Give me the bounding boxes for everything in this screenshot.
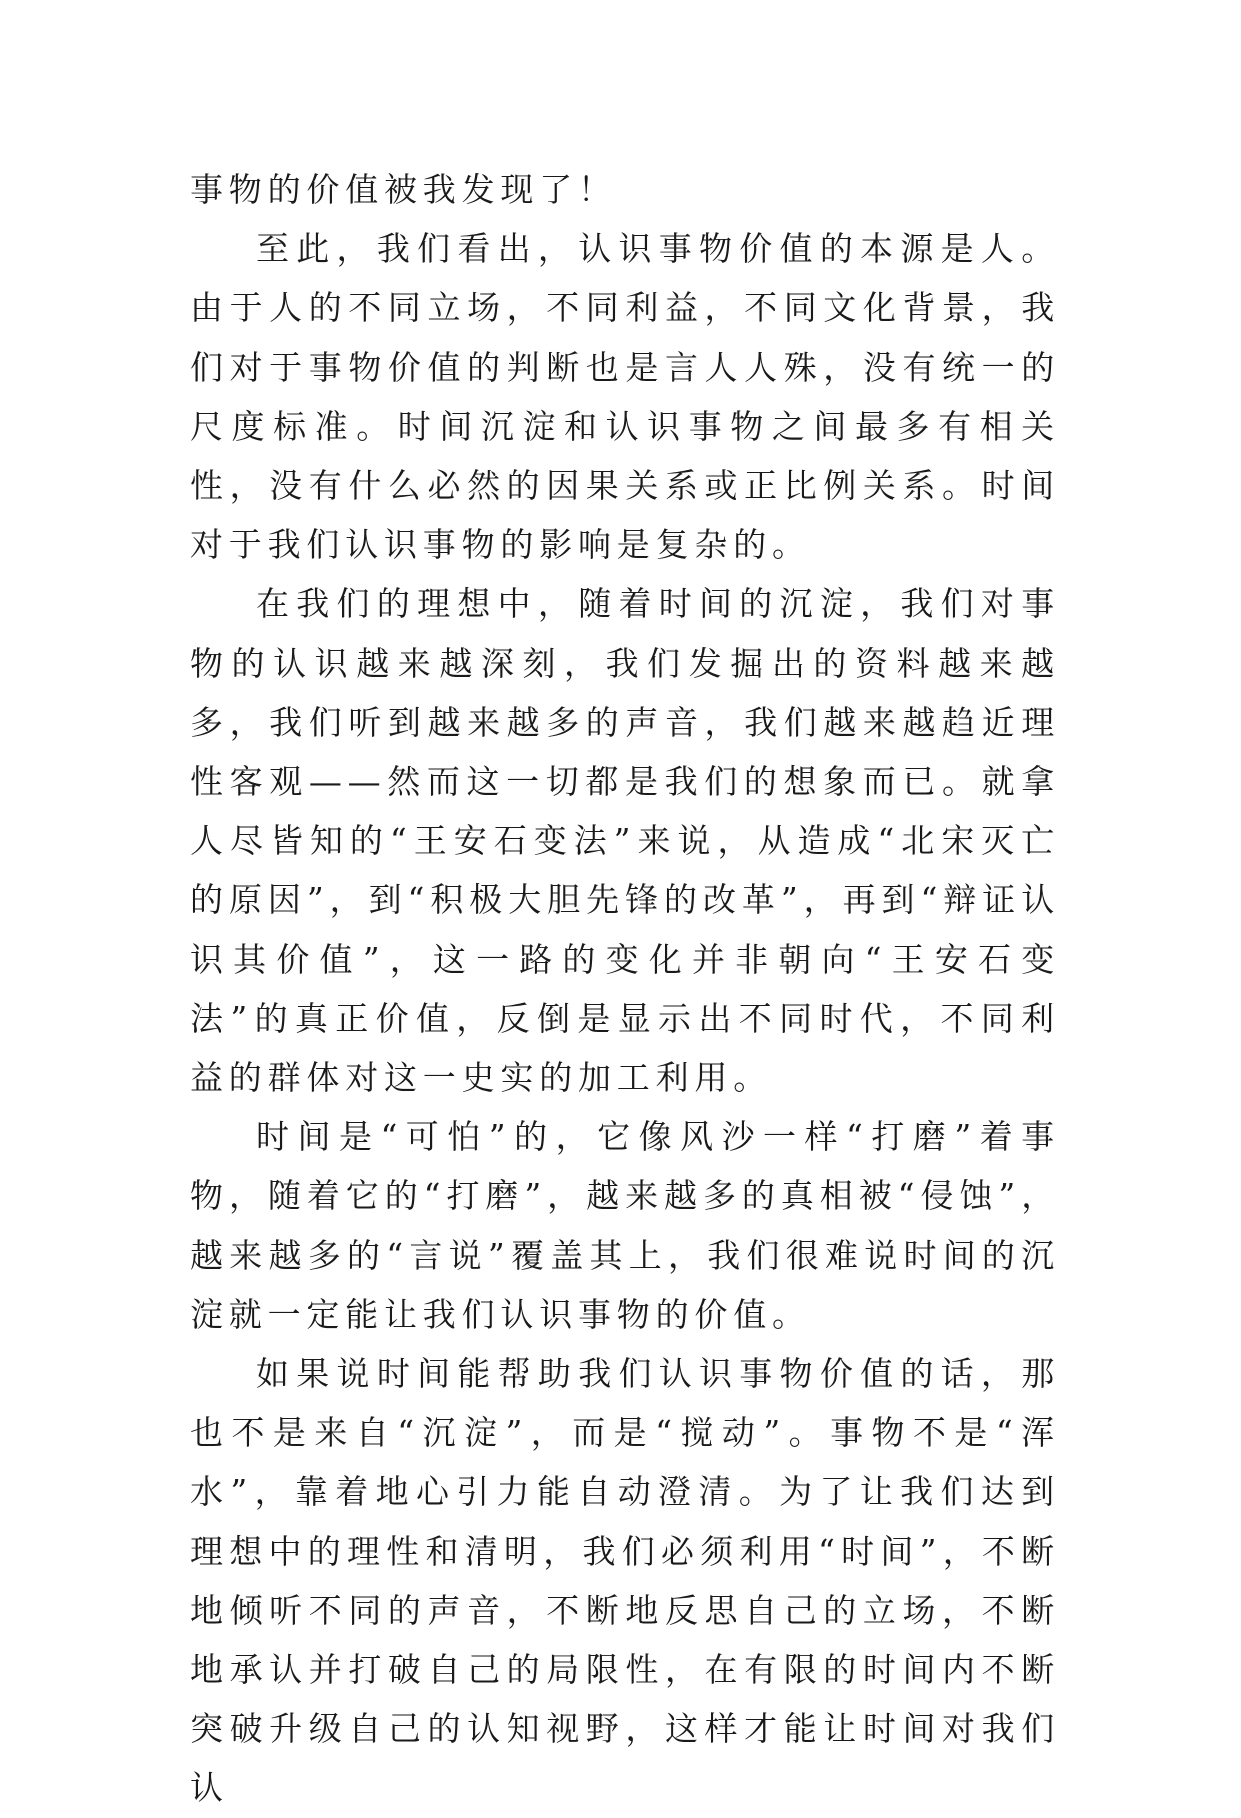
essay-body	[190, 160, 1060, 1818]
paragraph-5: 如果说时间能帮助我们认识事物价值的话，那也不是来自“沉淀”，而是“搅动”。事物不是“浑水”，靠着地心引力能自动澄清。为了让我们达到理想中的理性和清明，我们必须利用“时间”，不断地倾听不同的声音，不断地反思自己的立场，不断地承认并打破自己的局限性，在有限的时间内不断突破升级自己的认知视野，这样才能让时间对我们认	[190, 1354, 1060, 1808]
paragraph-4: 时间是“可怕”的，它像风沙一样“打磨”着事物，随着它的“打磨”，越来越多的真相被“侵蚀”，越来越多的“言说”覆盖其上，我们很难说时间的沉淀就一定能让我们认识事物的价值。	[190, 1117, 1060, 1334]
paragraph-2: 至此，我们看出，认识事物价值的本源是人。由于人的不同立场，不同利益，不同文化背景，我们对于事物价值的判断也是言人人殊，没有统一的尺度标准。时间沉淀和认识事物之间最多有相关性，没有什么必然的因果关系或正比例关系。时间对于我们认识事物的影响是复杂的。	[190, 229, 1060, 565]
paragraph-3: 在我们的理想中，随着时间的沉淀，我们对事物的认识越来越深刻，我们发掘出的资料越来越多，我们听到越来越多的声音，我们越来越趋近理性客观——然而这一切都是我们的想象而已。就拿人尽皆知的“王安石变法”来说，从造成“北宋灭亡的原因”，到“积极大胆先锋的改革”，再到“辩证认识其价值”，这一路的变化并非朝向“王安石变法”的真正价值，反倒是显示出不同时代，不同利益的群体对这一史实的加工利用。	[190, 584, 1060, 1098]
paragraph-1: 事物的价值被我发现了！	[190, 170, 617, 209]
